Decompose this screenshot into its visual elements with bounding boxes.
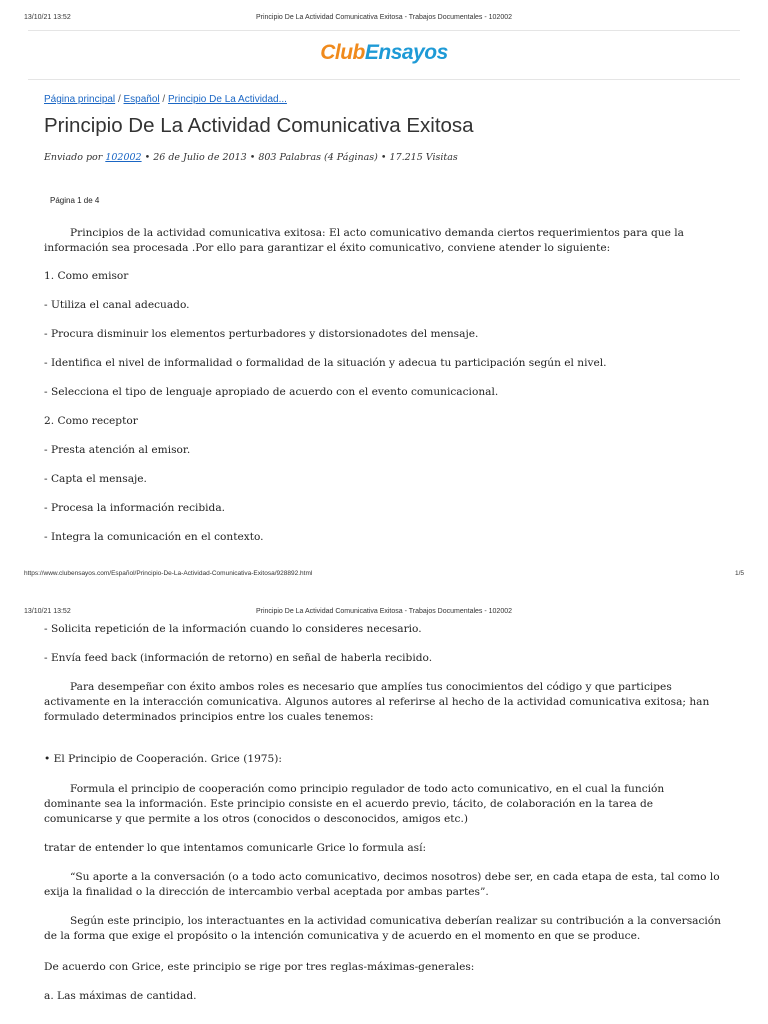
breadcrumb-separator: /: [159, 94, 168, 105]
paragraph: - Solicita repetición de la información cuando lo consideres necesario.: [44, 623, 422, 635]
print-title: Principio De La Actividad Comunicativa Exitosa - Trabajos Documentales - 102002: [255, 14, 513, 21]
paragraph: “Su aporte a la conversación (o a todo acto comunicativo, decimos nosotros) debe ser, en cada etapa de esta, tal como lo exija la finalidad o la dirección de intercambio verbal aceptada por ambas partes”.: [44, 871, 720, 898]
print-title: Principio De La Actividad Comunicativa Exitosa - Trabajos Documentales - 102002: [255, 608, 513, 615]
paragraph: Formula el principio de cooperación como principio regulador de todo acto comunicativo, en el cual la función dominante sea la información. Este principio consiste en el acuerdo previo, tácito, de colaboración en la tarea de comunicarse y que permite a los otros (conocidos o desconocidos, amigos etc.): [44, 783, 665, 825]
breadcrumb-language-link[interactable]: Español: [123, 94, 160, 105]
paragraph: Principios de la actividad comunicativa exitosa: El acto comunicativo demanda ciertos requerimientos para que la información sea procesada .Por ello para garantizar el éxito comunicativo, conviene atender lo siguiente:: [44, 227, 684, 254]
page-indicator: Página 1 de 4: [50, 196, 100, 205]
page-title: Principio De La Actividad Comunicativa Exitosa: [44, 114, 474, 137]
paragraph: 2. Como receptor: [44, 415, 138, 427]
paragraph: • El Principio de Cooperación. Grice (1975):: [44, 753, 282, 765]
breadcrumb-separator: /: [115, 94, 124, 105]
print-datetime: 13/10/21 13:52: [24, 608, 71, 615]
author-link[interactable]: 102002: [105, 152, 142, 163]
breadcrumb: [44, 94, 287, 105]
print-header: [0, 12, 768, 24]
paragraph: De acuerdo con Grice, este principio se rige por tres reglas-máximas-generales:: [44, 961, 475, 973]
document-meta: [44, 152, 458, 163]
print-header: [0, 606, 768, 618]
logo-club: Club: [320, 41, 365, 64]
print-page-number: 1/5: [734, 570, 744, 577]
paragraph: - Utiliza el canal adecuado.: [44, 299, 190, 311]
logo-ensayos: Ensayos: [364, 41, 448, 64]
paragraph: - Procesa la información recibida.: [44, 502, 226, 514]
paragraph: - Presta atención al emisor.: [44, 444, 191, 456]
paragraph: 1. Como emisor: [44, 270, 129, 282]
paragraph: - Identifica el nivel de informalidad o formalidad de la situación y adecua tu participación según el nivel.: [44, 357, 607, 369]
meta-details: • 26 de Julio de 2013 • 803 Palabras (4 Páginas) • 17.215 Visitas: [141, 152, 458, 163]
paragraph: - Integra la comunicación en el contexto.: [44, 531, 264, 543]
paragraph: - Procura disminuir los elementos perturbadores y distorsionadotes del mensaje.: [44, 328, 479, 340]
paragraph: tratar de entender lo que intentamos comunicarle Grice lo formula así:: [44, 842, 427, 854]
print-url: https://www.clubensayos.com/Español/Principio-De-La-Actividad-Comunicativa-Exitosa/928892.html: [24, 570, 313, 577]
paragraph: - Capta el mensaje.: [44, 473, 147, 485]
paragraph: - Envía feed back (información de retorno) en señal de haberla recibido.: [44, 652, 433, 664]
breadcrumb-current-link[interactable]: Principio De La Actividad...: [168, 94, 287, 105]
paragraph: a. Las máximas de cantidad.: [44, 990, 197, 1002]
breadcrumb-home-link[interactable]: Página principal: [44, 94, 116, 105]
print-datetime: 13/10/21 13:52: [24, 14, 71, 21]
print-footer: [0, 568, 768, 580]
paragraph: Según este principio, los interactuantes en la actividad comunicativa deberían realizar su contribución a la conversación de la forma que exige el propósito o la intención comunicativa y de acuerdo en el momento en que se produce.: [44, 915, 722, 942]
meta-sent-by: Enviado por: [44, 152, 106, 163]
paragraph: - Selecciona el tipo de lenguaje apropiado de acuerdo con el evento comunicacional.: [44, 386, 499, 398]
paragraph: Para desempeñar con éxito ambos roles es necesario que amplíes tus conocimientos del código y que participes activamente en la interacción comunicativa. Algunos autores al referirse al hecho de la actividad comunicativa exitosa; han formulado determinados principios entre los cuales tenemos:: [44, 681, 710, 723]
site-logo[interactable]: [28, 41, 740, 65]
site-header: [28, 30, 740, 80]
